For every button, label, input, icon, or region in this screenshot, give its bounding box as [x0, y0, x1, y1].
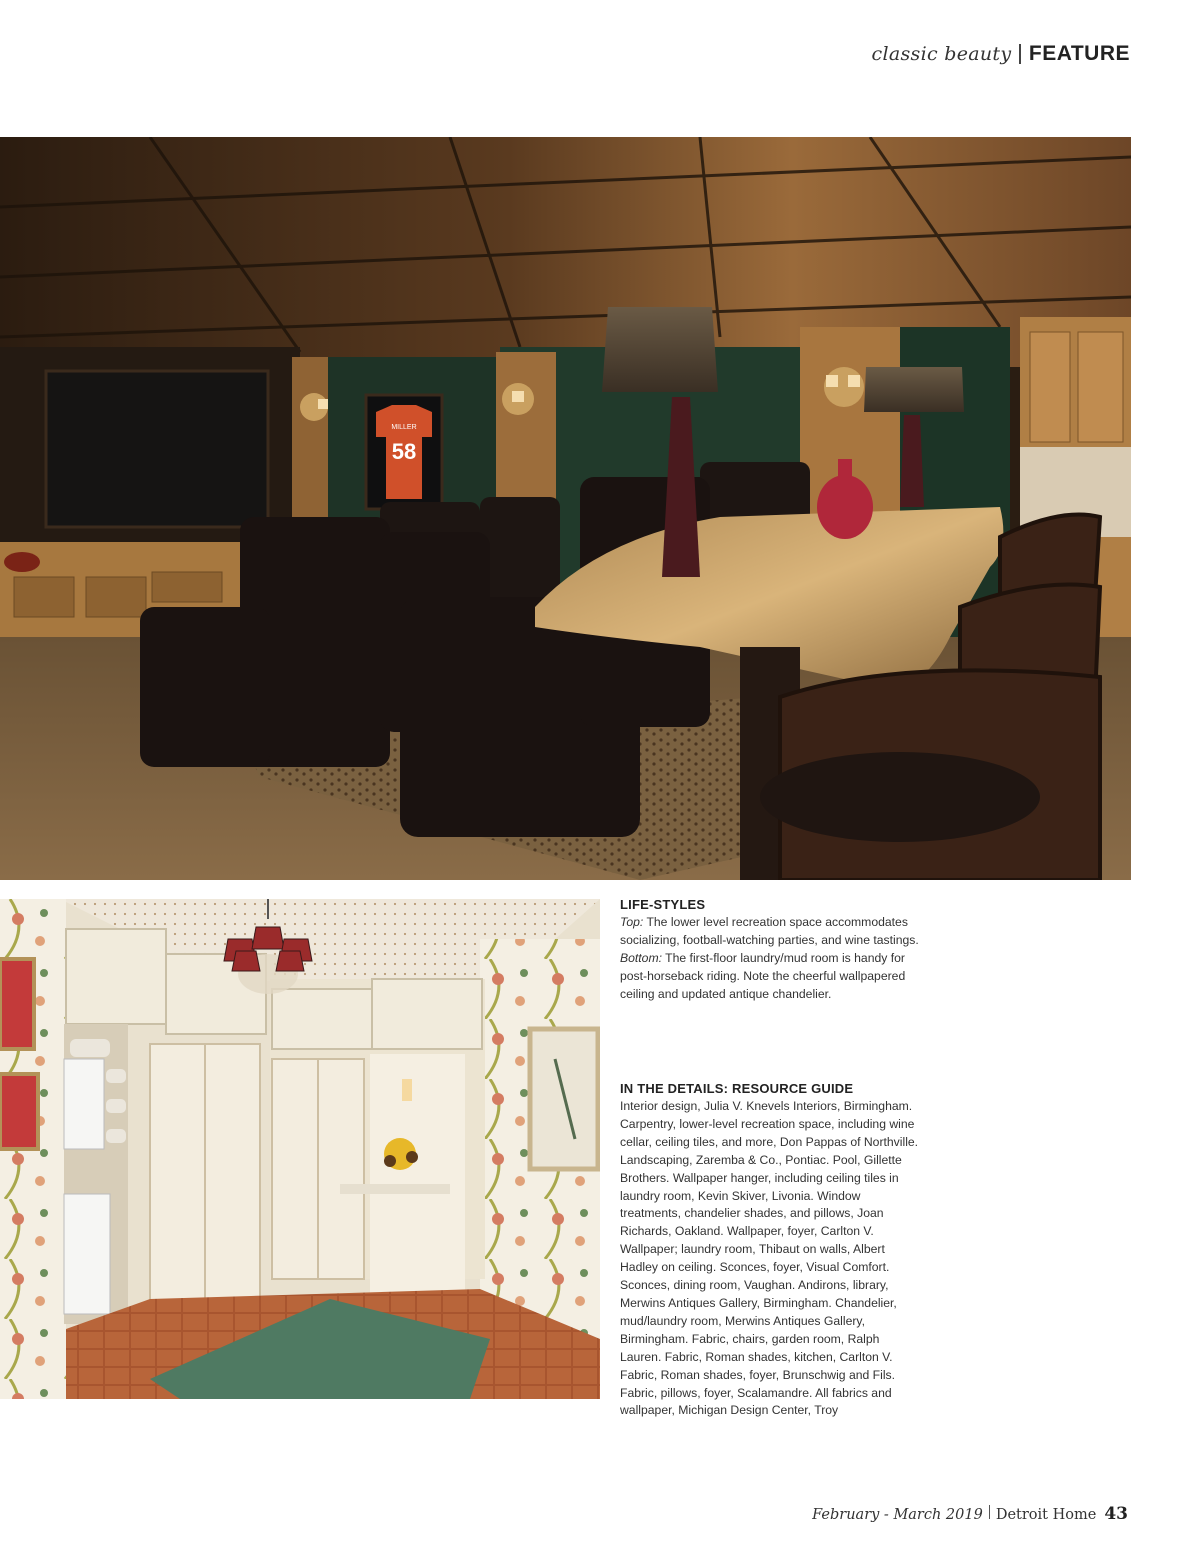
life-styles-caption [620, 897, 920, 1004]
resource-guide-heading: IN THE DETAILS: RESOURCE GUIDE [620, 1081, 854, 1096]
magazine-name: Detroit Home [995, 1507, 1097, 1523]
page-header [872, 42, 1130, 66]
page-number: 43 [1104, 1504, 1128, 1524]
mud-room-illustration [0, 899, 600, 1399]
caption-top-label: Top: [620, 915, 644, 929]
caption-bottom-label: Bottom: [620, 950, 662, 965]
mud-room-photo [0, 899, 600, 1399]
jersey-name: MILLER [391, 424, 417, 431]
caption-bottom-text: The first-floor laundry/mud room is handy for post-horseback riding. Note the cheerful wallpapered ceiling and updated antique chandelier. [620, 950, 906, 1001]
caption-top-text: The lower level recreation space accommodates socializing, football-watching parties, and wine tastings. [620, 915, 919, 947]
issue-date: February - March 2019 [812, 1507, 983, 1523]
resource-guide-body: Interior design, Julia V. Knevels Interiors, Birmingham. Carpentry, lower-level recreation space, including wine cellar, ceiling tiles, and more, Don Pappas of Northville. Landscaping, Zaremba & Co., Pontiac. Pool, Gillette Brothers. Wallpaper hanger, including ceiling tiles in laundry room, Kevin Skiver, Livonia. Window treatments, chandelier shades, and pillows, Joan Richards, Oakland. Wallpaper, foyer, Carlton V. Wallpaper; laundry room, Thibaut on walls, Albert Hadley on ceiling. Sconces, foyer, Visual Comfort. Sconces, dining room, Vaughan. Andirons, library, Merwins Antiques Gallery, Birmingham. Chandelier, mud/laundry room, Merwins Antiques Gallery, Birmingham. Fabric, chairs, garden room, Ralph Lauren. Fabric, Roman shades, kitchen, Carlton V. Fabric, Roman shades, foyer, Brunschwig and Fils. Fabric, pillows, foyer, Scalamandre. All fabrics and wallpaper, Michigan Design Center, Troy [620, 1099, 919, 1418]
header-divider [1019, 44, 1021, 64]
caption-body [620, 914, 920, 1004]
footer-divider [989, 1505, 990, 1519]
recreation-room-illustration [0, 137, 1131, 880]
caption-heading: LIFE-STYLES [620, 897, 706, 912]
feature-label: FEATURE [1028, 42, 1130, 65]
recreation-room-photo [0, 137, 1131, 880]
jersey-number: 58 [391, 439, 417, 464]
section-name: classic beauty [871, 43, 1012, 65]
resource-guide [620, 1081, 920, 1420]
page-footer [812, 1504, 1128, 1524]
